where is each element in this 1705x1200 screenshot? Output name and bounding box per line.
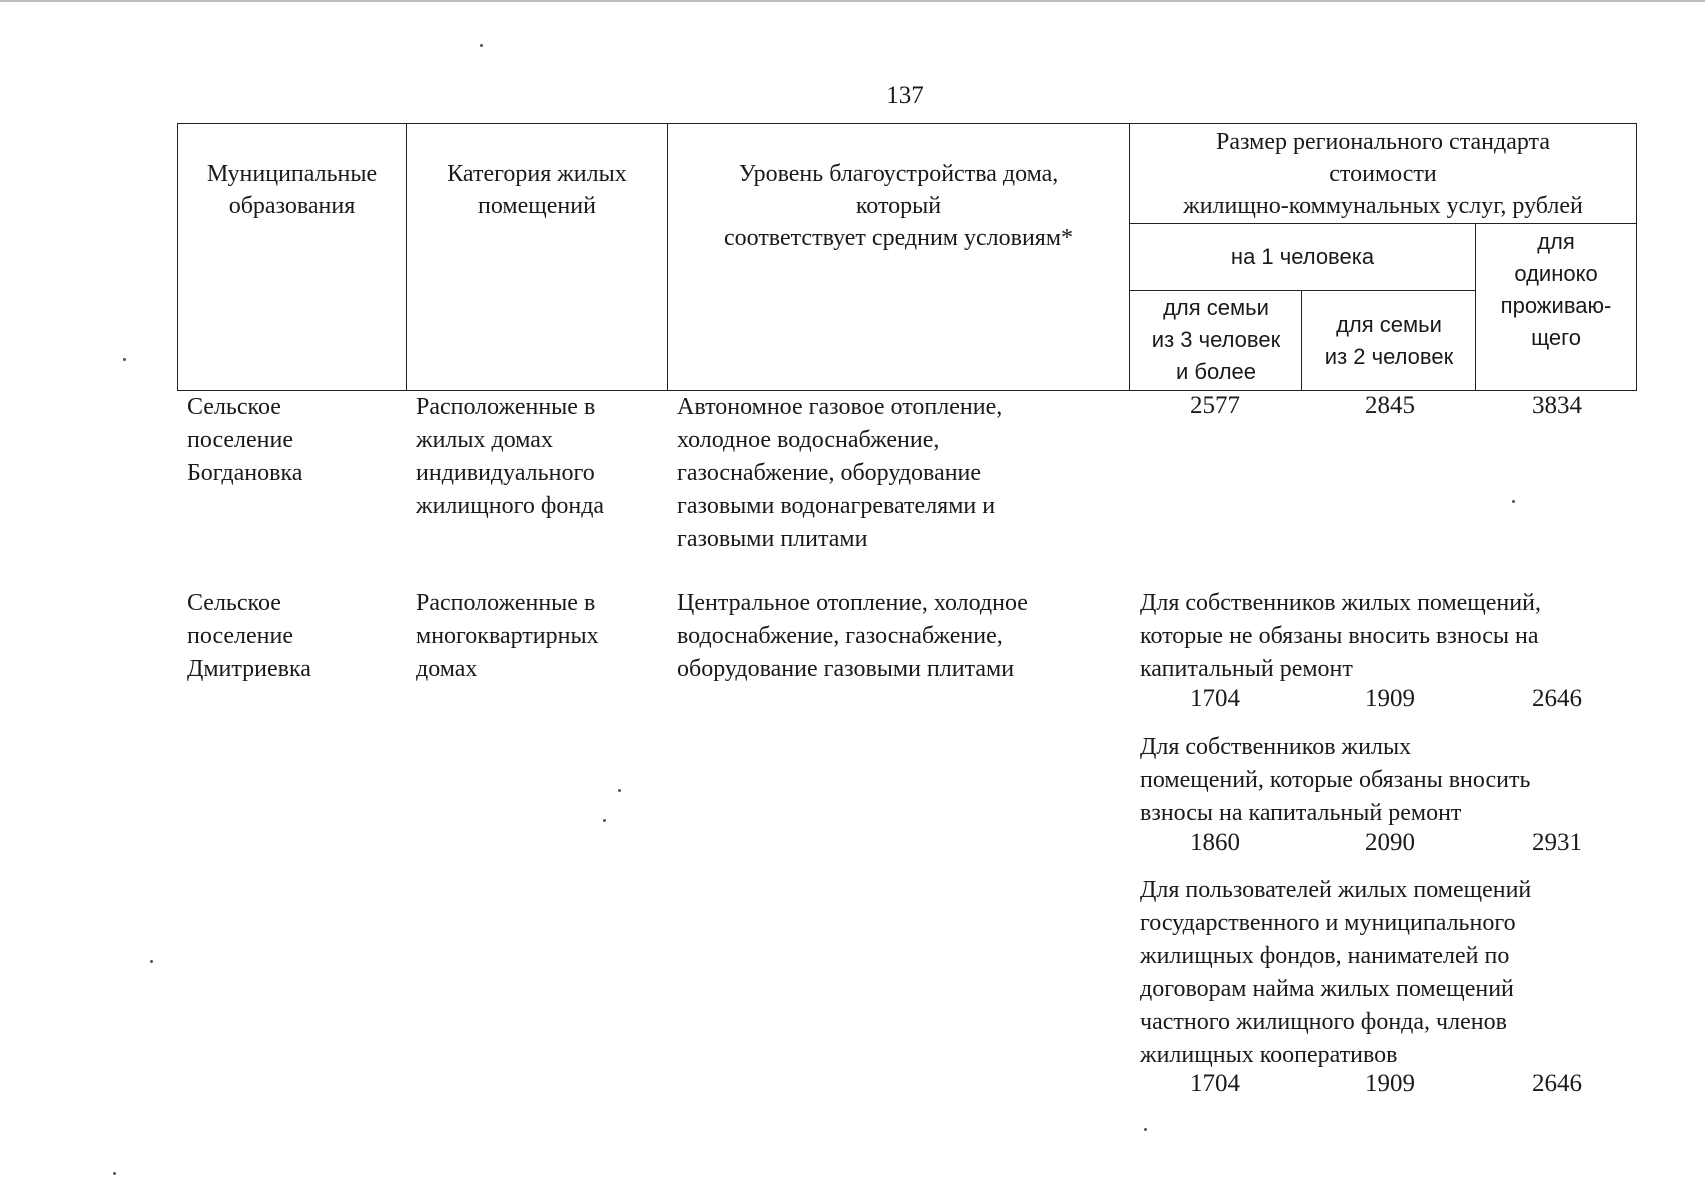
row2-category: Расположенные в многоквартирных домах (416, 590, 599, 682)
scan-speck (1144, 1128, 1147, 1131)
row2-group2-label: Для собственников жилых помещений, которые обязаны вносить взносы на капитальный ремонт (1140, 734, 1531, 826)
scan-speck (150, 960, 153, 963)
row1-value-single: 3834 (1532, 392, 1582, 419)
header-municipal: Муниципальные образования (206, 161, 378, 219)
row2-group1-label: Для собственников жилых помещений, которые не обязаны вносить взносы на капитальный ремонт (1140, 590, 1541, 682)
header-divider (1301, 290, 1302, 391)
header-single: для одиноко проживаю- щего (1500, 229, 1612, 350)
header-divider (406, 123, 407, 391)
row2-group3-value-family2: 1909 (1365, 1070, 1415, 1097)
scan-speck (1512, 500, 1515, 503)
row1-category: Расположенные в жилых домах индивидуального жилищного фонда (416, 394, 605, 519)
scan-speck (603, 819, 606, 822)
header-category: Категория жилых помещений (447, 161, 627, 219)
row2-group1-value-family3: 1704 (1190, 685, 1240, 712)
header-family3: для семьи из 3 человек и более (1151, 295, 1281, 384)
row2-municipality: Сельское поселение Дмитриевка (187, 590, 311, 682)
header-divider (1475, 223, 1476, 391)
header-divider (667, 123, 668, 391)
header-level: Уровень благоустройства дома, который соответствует средним условиям* (723, 161, 1074, 251)
header-family2: для семьи из 2 человек (1324, 312, 1454, 369)
scan-speck (123, 358, 126, 361)
row2-group2-value-single: 2931 (1532, 829, 1582, 856)
row1-value-family2: 2845 (1365, 392, 1415, 419)
row2-group1-value-single: 2646 (1532, 685, 1582, 712)
scan-speck (618, 789, 621, 792)
row1-value-family3: 2577 (1190, 392, 1240, 419)
row2-group3-value-single: 2646 (1532, 1070, 1582, 1097)
scan-speck (113, 1172, 116, 1175)
row2-group3-label: Для пользователей жилых помещений государственного и муниципального жилищных фондов, нанимателей по договорам найма жилых помещений частного жилищного фонда, членов жилищных кооперативов (1140, 877, 1532, 1068)
page-number: 137 (886, 82, 924, 109)
row2-group2-value-family3: 1860 (1190, 829, 1240, 856)
row2-level: Центральное отопление, холодное водоснабжение, газоснабжение, оборудование газовыми плитами (677, 590, 1028, 682)
header-divider (1129, 123, 1130, 391)
row2-group3-value-family3: 1704 (1190, 1070, 1240, 1097)
row1-level: Автономное газовое отопление, холодное водоснабжение, газоснабжение, оборудование газовыми водонагревателями и газовыми плитами (677, 394, 1003, 552)
row2-group1-value-family2: 1909 (1365, 685, 1415, 712)
header-size: Размер регионального стандарта стоимости жилищно-коммунальных услуг, рублей (1183, 129, 1583, 219)
scan-speck (480, 44, 483, 47)
row2-group2-value-family2: 2090 (1365, 829, 1415, 856)
scan-top-edge (0, 0, 1705, 2)
header-divider (1129, 223, 1637, 224)
header-divider (1129, 290, 1475, 291)
row1-municipality: Сельское поселение Богдановка (187, 394, 303, 486)
header-per-person: на 1 человека (1230, 244, 1375, 269)
